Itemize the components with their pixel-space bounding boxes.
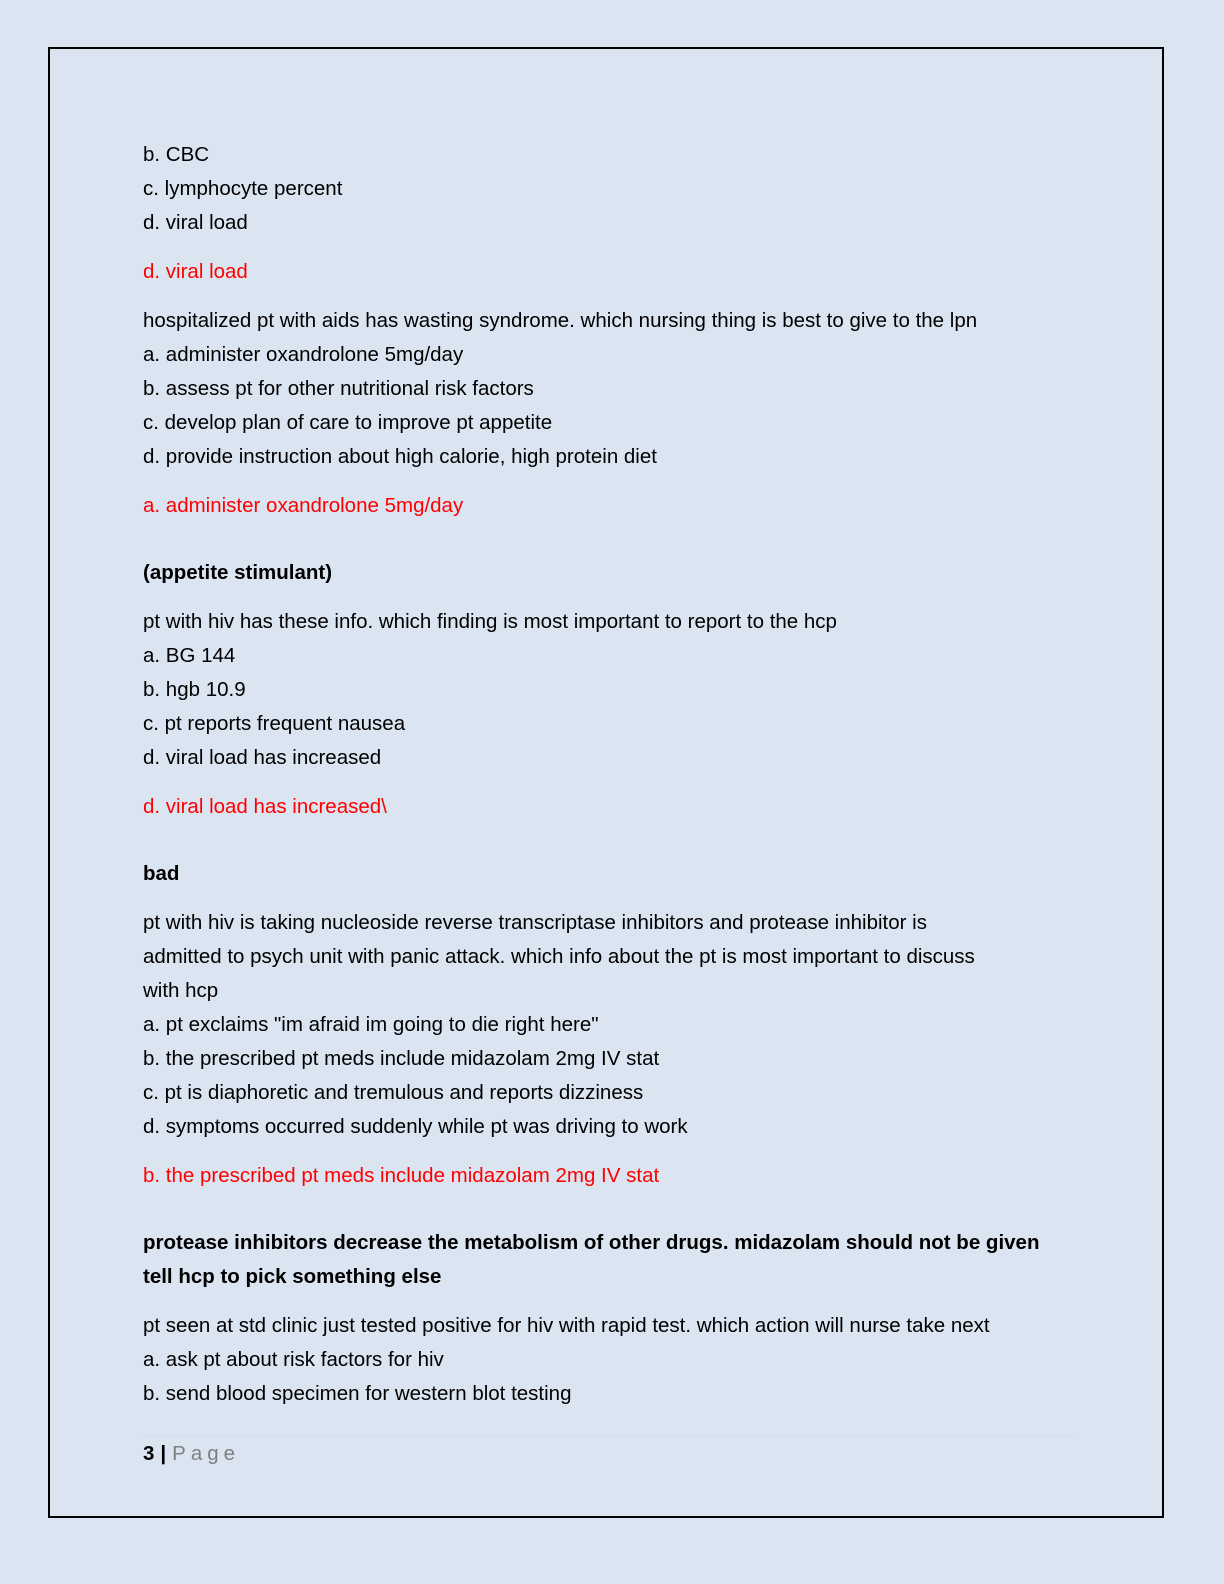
page-footer	[143, 1440, 240, 1468]
option-line: c. pt reports frequent nausea	[143, 712, 406, 735]
question-stem: pt with hiv has these info. which finding is most important to report to the hcp	[143, 610, 837, 633]
question	[143, 304, 1073, 474]
question	[143, 1309, 1073, 1411]
option-line: d. symptoms occurred suddenly while pt was driving to work	[143, 1115, 688, 1138]
option-line: a. ask pt about risk factors for hiv	[143, 1348, 444, 1371]
question-stem: with hcp	[143, 979, 219, 1002]
answer-text: d. viral load has increased\	[143, 795, 387, 818]
option-line: c. develop plan of care to improve pt appetite	[143, 411, 553, 434]
option-line: d. provide instruction about high calorie, high protein diet	[143, 445, 657, 468]
question-stem: admitted to psych unit with panic attack. which info about the pt is most important to discuss	[143, 945, 975, 968]
rationale-note: (appetite stimulant)	[143, 561, 333, 584]
option-line: c. pt is diaphoretic and tremulous and reports dizziness	[143, 1081, 644, 1104]
option-line: a. BG 144	[143, 644, 236, 667]
option-line: d. viral load	[143, 211, 248, 234]
option-line: d. viral load has increased	[143, 746, 382, 769]
rationale-note: bad	[143, 862, 180, 885]
option-line: b. the prescribed pt meds include midazolam 2mg IV stat	[143, 1047, 660, 1070]
question	[143, 906, 1073, 1144]
option-line: b. CBC	[143, 143, 210, 166]
question-stem: hospitalized pt with aids has wasting syndrome. which nursing thing is best to give to the lpn	[143, 309, 978, 332]
options-group	[143, 138, 1073, 240]
footer-divider	[143, 1436, 1073, 1437]
document-body	[143, 138, 1073, 1426]
option-line: a. pt exclaims "im afraid im going to die right here"	[143, 1013, 599, 1036]
option-line: b. send blood specimen for western blot testing	[143, 1382, 572, 1405]
question	[143, 605, 1073, 775]
answer-text: b. the prescribed pt meds include midazolam 2mg IV stat	[143, 1164, 660, 1187]
rationale-note: protease inhibitors decrease the metabolism of other drugs. midazolam should not be given tell hcp to pick something else	[143, 1231, 1040, 1288]
answer-text: a. administer oxandrolone 5mg/day	[143, 494, 464, 517]
answer-text: d. viral load	[143, 260, 248, 283]
option-line: a. administer oxandrolone 5mg/day	[143, 343, 464, 366]
option-line: b. hgb 10.9	[143, 678, 246, 701]
question-stem: pt with hiv is taking nucleoside reverse transcriptase inhibitors and protease inhibitor is	[143, 911, 927, 934]
question-stem: pt seen at std clinic just tested positive for hiv with rapid test. which action will nurse take next	[143, 1314, 990, 1337]
footer-separator: |	[160, 1442, 167, 1465]
page-number: 3	[143, 1442, 155, 1465]
option-line: c. lymphocyte percent	[143, 177, 343, 200]
option-line: b. assess pt for other nutritional risk factors	[143, 377, 534, 400]
page-label: Page	[172, 1442, 241, 1465]
